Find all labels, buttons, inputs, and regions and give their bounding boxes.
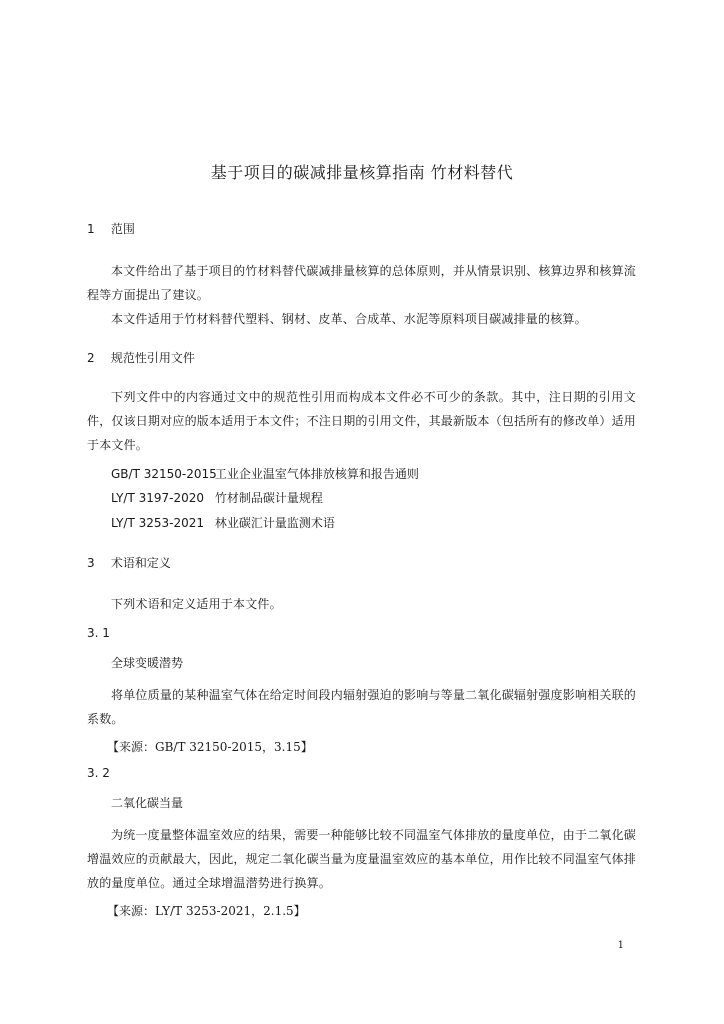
reference-item [111,514,335,531]
document-title: 基于项目的碳减排量核算指南 竹材料替代 [210,163,514,182]
reference-code: LY/T 3197-2020 [111,491,205,505]
term-definition: 为统一度量整体温室效应的结果，需要一种能够比较不同温室气体排放的量度单位，由于二氧化碳增温效应的贡献最大，因此，规定二氧化碳当量为度量温室效应的基本单位，用作比较不同温室气体排放的量度单位。通过全球增温潜势进行换算。 [87,828,637,890]
term-source: 【来源：LY/T 3253-2021，2.1.5】 [107,904,306,918]
page-number: 1 [617,940,624,951]
section-heading-scope [87,220,135,237]
reference-name: 工业企业温室气体排放核算和报告通则 [214,467,419,481]
term-name: 全球变暖潜势 [111,656,184,670]
section-title: 术语和定义 [110,556,171,570]
section-number: 3 [87,556,95,570]
reference-item [111,489,323,506]
paragraph: 本文件适用于竹材料替代塑料、钢材、皮革、合成革、水泥等原料项目碳减排量的核算。 [111,312,587,326]
paragraph: 下列文件中的内容通过文中的规范性引用而构成本文件必不可少的条款。其中，注日期的引用文件，仅该日期对应的版本适用于本文件；不注日期的引用文件，其最新版本（包括所有的修改单）适用于本文件。 [87,390,637,452]
section-heading-terms-and-definitions [87,554,171,571]
term-number: 3. 2 [87,766,110,780]
reference-name: 林业碳汇计量监测术语 [214,516,335,530]
reference-item [111,465,419,482]
term-number: 3. 1 [87,626,110,640]
section-title: 范围 [110,222,135,236]
paragraph: 本文件给出了基于项目的竹材料替代碳减排量核算的总体原则，并从情景识别、核算边界和核算流程等方面提出了建议。 [87,264,636,302]
section-number: 2 [87,351,95,365]
section-title: 规范性引用文件 [110,351,195,365]
reference-name: 竹材制品碳计量规程 [214,491,323,505]
reference-code: GB/T 32150-2015 [111,467,217,481]
term-definition: 将单位质量的某种温室气体在给定时间段内辐射强迫的影响与等量二氧化碳辐射强度影响相关联的系数。 [87,688,636,726]
reference-code: LY/T 3253-2021 [111,516,205,530]
term-source: 【来源：GB/T 32150-2015，3.15】 [107,740,313,754]
section-heading-normative-references [87,349,195,366]
section-number: 1 [87,222,95,236]
paragraph: 下列术语和定义适用于本文件。 [111,597,282,611]
term-name: 二氧化碳当量 [111,796,184,810]
